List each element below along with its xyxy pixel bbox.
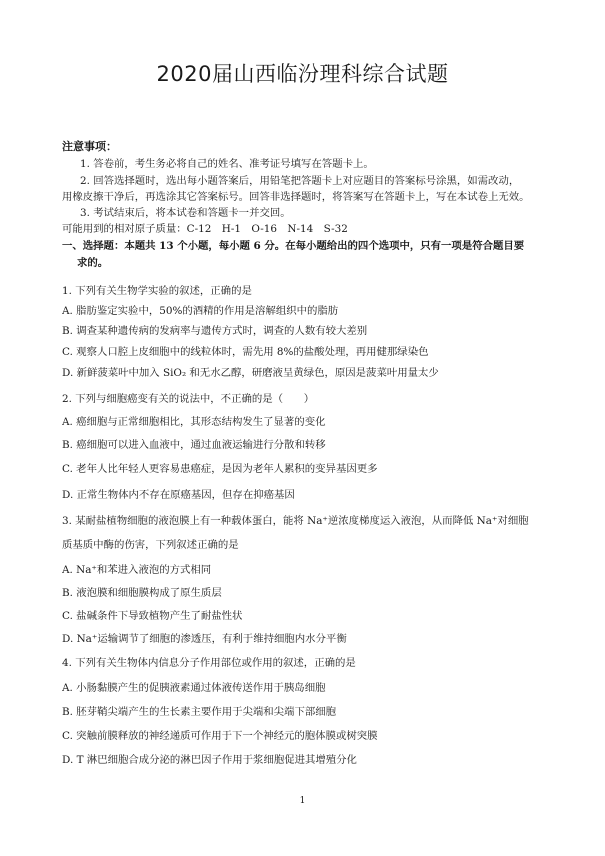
section-heading: 一、选择题：本题共 13 个小题，每小题 6 分。在每小题给出的四个选项中，只有一项是符合题目要 <box>62 240 525 252</box>
question-option: B. 胚芽鞘尖端产生的生长素主要作用于尖端和尖端下部细胞 <box>62 706 337 718</box>
question-option: A. 脂肪鉴定实验中，50%的酒精的作用是溶解组织中的脂肪 <box>62 305 339 317</box>
question-option: C. 突触前膜释放的神经递质可作用于下一个神经元的胞体膜或树突膜 <box>62 730 378 742</box>
question-option: D. 新鲜菠菜叶中加入 SiO₂ 和无水乙醇，研磨液呈黄绿色，原因是菠菜叶用量太少 <box>62 367 439 379</box>
notice-item: 3. 考试结束后，将本试卷和答题卡一并交回。 <box>80 207 291 219</box>
question-stem: 1. 下列有关生物学实验的叙述，正确的是 <box>62 285 252 297</box>
notice-item: 1. 答卷前，考生务必将自己的姓名、准考证号填写在答题卡上。 <box>80 158 374 170</box>
question-option: B. 调查某种遗传病的发病率与遗传方式时，调查的人数有较大差别 <box>62 325 368 337</box>
question-option: A. Na⁺和苯进入液泡的方式相同 <box>62 564 212 576</box>
notice-heading: 注意事项： <box>62 140 117 153</box>
notice-item: 2. 回答选择题时，选出每小题答案后，用铅笔把答题卡上对应题目的答案标号涂黑，如需改动， <box>80 175 520 187</box>
question-option: C. 盐碱条件下导致植物产生了耐盐性状 <box>62 610 243 622</box>
question-stem: 3. 某耐盐植物细胞的液泡膜上有一种载体蛋白，能将 Na⁺逆浓度梯度运入液泡，从而降低 Na⁺对细胞 <box>62 515 529 527</box>
notice-item: 用橡皮擦干净后，再选涂其它答案标号。回答非选择题时，将答案写在答题卡上，写在本试卷上无效。 <box>62 191 530 203</box>
page-number: 1 <box>299 796 306 806</box>
question-stem: 2. 下列与细胞癌变有关的说法中，不正确的是（ ） <box>62 393 315 405</box>
question-option: D. 正常生物体内不存在原癌基因，但存在抑癌基因 <box>62 489 295 501</box>
section-heading-cont: 求的。 <box>77 257 109 269</box>
question-option: A. 小肠黏膜产生的促胰液素通过体液传送作用于胰岛细胞 <box>62 682 326 694</box>
question-option: B. 癌细胞可以进入血液中，通过血液运输进行分散和转移 <box>62 439 326 451</box>
question-option: C. 老年人比年轻人更容易患癌症，是因为老年人累积的变异基因更多 <box>62 463 378 475</box>
question-option: C. 观察人口腔上皮细胞中的线粒体时，需先用 8%的盐酸处理，再用健那绿染色 <box>62 346 429 358</box>
atomic-masses: 可能用到的相对原子质量：C-12 H-1 O-16 N-14 S-32 <box>62 223 348 235</box>
question-stem-cont: 质基质中酶的伤害，下列叙述正确的是 <box>62 539 239 551</box>
question-stem: 4. 下列有关生物体内信息分子作用部位或作用的叙述，正确的是 <box>62 657 356 669</box>
question-option: B. 液泡膜和细胞膜构成了原生质层 <box>62 587 222 599</box>
page-title: 2020届山西临汾理科综合试题 <box>156 62 449 86</box>
question-option: A. 癌细胞与正常细胞相比，其形态结构发生了显著的变化 <box>62 416 326 428</box>
question-option: D. Na⁺运输调节了细胞的渗透压，有利于维持细胞内水分平衡 <box>62 633 347 645</box>
question-option: D. T 淋巴细胞合成分泌的淋巴因子作用于浆细胞促进其增殖分化 <box>62 754 357 766</box>
